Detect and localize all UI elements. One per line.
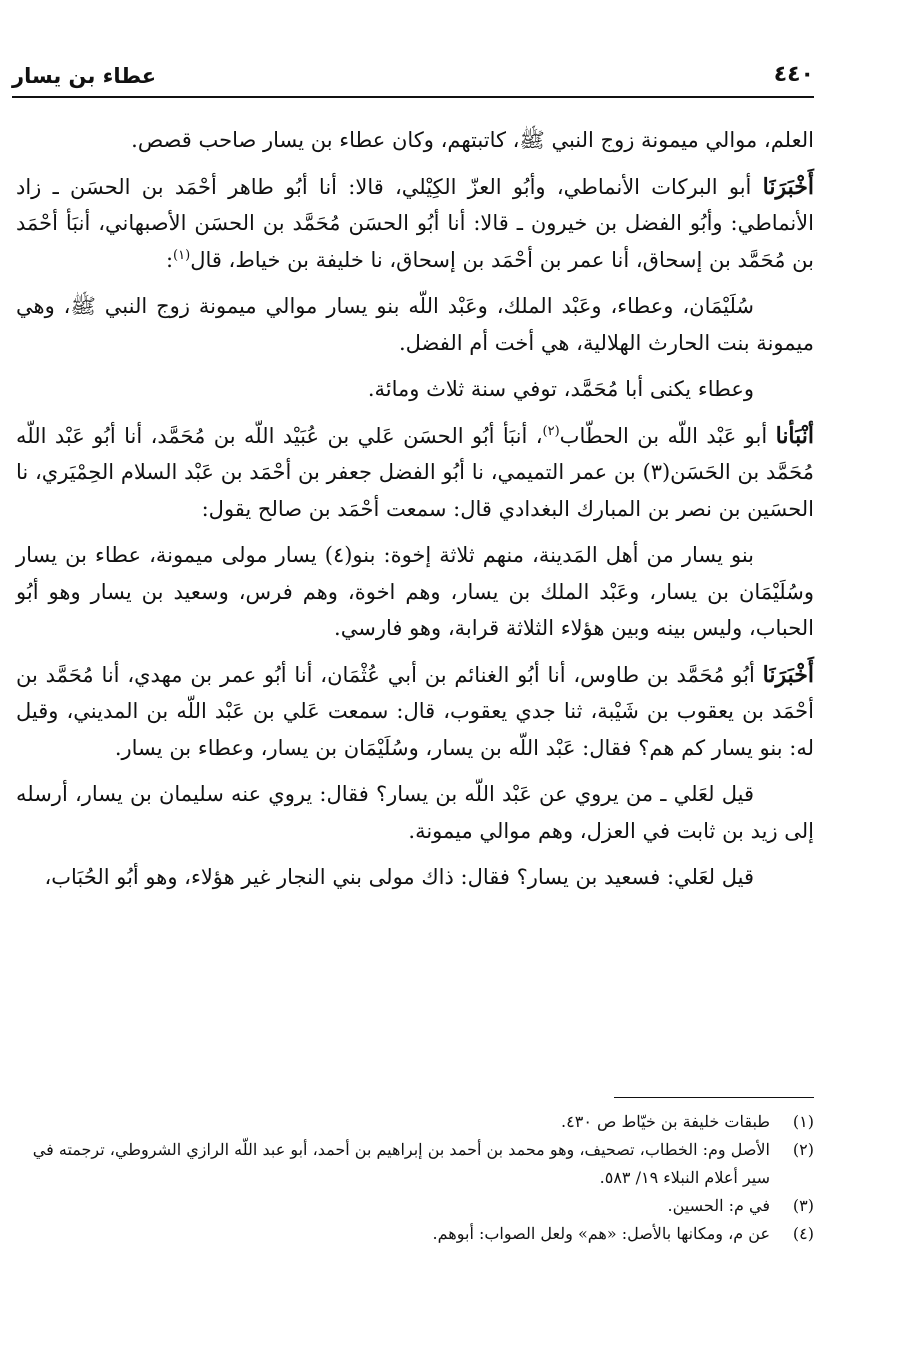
footnote-text: عن م، ومكانها بالأصل: «هم» ولعل الصواب: أبوهم. [432,1224,770,1243]
footnote [16,1136,814,1192]
paragraph-text: أبو عَبْد اللّه بن الحطّاب [559,423,768,448]
footnote-number: (٣) [792,1196,814,1215]
paragraph [16,371,814,408]
paragraph [16,859,814,896]
paragraph-text: قيل لعَلي ـ من يروي عن عَبْد اللّه بن يسار؟ فقال: يروي عنه سليمان بن يسار، أرسله إلى زيد بن ثابت في العزل، وهم موالي ميمونة. [16,782,814,843]
footnote-text: في م: الحسين. [667,1196,770,1215]
paragraph-text: أبو البركات الأنماطي، وأبُو العزّ الكِيْلي، قالا: أنا أبُو طاهر أحْمَد بن الحسَن ـ زاد الأنماطي: وأبُو الفضل بن خيرون ـ قالا: أنا أبُو الحسَن مُحَمَّد بن الحسَن الأصبهاني، أنبَأ أحْمَد بن مُحَمَّد بن إسحاق، أنا عمر بن أحْمَد بن إسحاق، نا خليفة بن خياط، قال [16,174,814,272]
paragraph-lead: أنْبَأنا [775,422,815,449]
paragraph-lead: أَخْبَرَنَا [762,173,814,200]
paragraph-text: بنو يسار من أهل المَدينة، منهم ثلاثة إخوة: بنو(٤) يسار مولى ميمونة، عطاء بن يسار وسُلَيْمَان بن يسار، وعَبْد الملك بن يسار، وهم اخوة، وهم فرس، وسعيد بن يسار وهو أبُو الحباب، وليس بينه وبين هؤلاء الثلاثة قرابة، وهو فارسي. [16,543,814,640]
footnote-number: (٤) [792,1224,814,1243]
paragraph-tail: : [165,247,174,272]
paragraph-text: وعطاء يكنى أبا مُحَمَّد، توفي سنة ثلاث ومائة. [367,377,754,401]
paragraph [16,776,814,849]
footnote-number: (٢) [792,1140,814,1159]
paragraph [16,288,814,361]
paragraph-text: سُلَيْمَان، وعطاء، وعَبْد الملك، وعَبْد اللّه بنو يسار موالي ميمونة زوج النبي ﷺ، وهي ميمونة بنت الحارث الهلالية، هي أخت أم الفضل. [16,294,814,355]
footnote-separator [614,1097,814,1098]
page-number: ٤٤٠ [773,62,814,87]
footnote-ref: (١) [173,247,191,263]
footnote-text: طبقات خليفة بن خيّاط ص ٤٣٠. [561,1112,770,1131]
footnote [16,1108,814,1136]
footnote-text: الأصل وم: الخطاب، تصحيف، وهو محمد بن أحمد بن إبراهيم بن أحمد، أبو عبد اللّه الرازي الشروطي، ترجمته في سير أعلام النبلاء ١٩/ ٥٨٣. [32,1140,770,1187]
running-title: عطاء بن يسار [12,64,157,88]
footnote [16,1220,814,1248]
paragraph-text: قيل لعَلي: فسعيد بن يسار؟ فقال: ذاك مولى بني النجار غير هؤلاء، وهو أبُو الحُبَاب، [44,865,754,889]
paragraph [16,657,814,767]
footnote [16,1192,814,1220]
footnotes [16,1108,814,1248]
paragraph [16,169,814,279]
paragraph [16,418,814,528]
paragraph-text: أبُو مُحَمَّد بن طاوس، أنا أبُو الغنائم بن أبي عُثْمَان، أنا أبُو عمر بن مهدي، أنا مُحَمَّد بن أحْمَد بن يعقوب بن شَيْبة، ثنا جدي يعقوب، قال: سمعت عَلي بن عَبْد اللّه بن المديني، وقيل له: بنو يسار كم هم؟ فقال: عَبْد اللّه بن يسار، وسُلَيْمَان بن يسار، وعطاء بن يسار. [16,662,814,760]
footnote-number: (١) [792,1112,814,1131]
footnote-ref: (٢) [542,423,560,439]
paragraph [16,537,814,647]
paragraph-text: العلم، موالي ميمونة زوج النبي ﷺ، كاتبتهم، وكان عطاء بن يسار صاحب قصص. [131,128,814,152]
page-header [12,64,814,98]
main-text [16,122,814,906]
paragraph-tail: ، أنبَأ أبُو الحسَن عَلي بن عُبَيْد اللّه بن مُحَمَّد، أنا أبُو عَبْد اللّه مُحَمَّد بن الحَسَن(٣) بن عمر التميمي، نا أبُو الفضل جعفر بن أحْمَد بن عَبْد السلام الحِمْيَري، نا الحسَين بن نصر بن المبارك البغدادي قال: سمعت أحْمَد بن صالح يقول: [16,423,814,521]
paragraph-lead: أَخْبَرَنَا [762,661,814,688]
paragraph [16,122,814,159]
